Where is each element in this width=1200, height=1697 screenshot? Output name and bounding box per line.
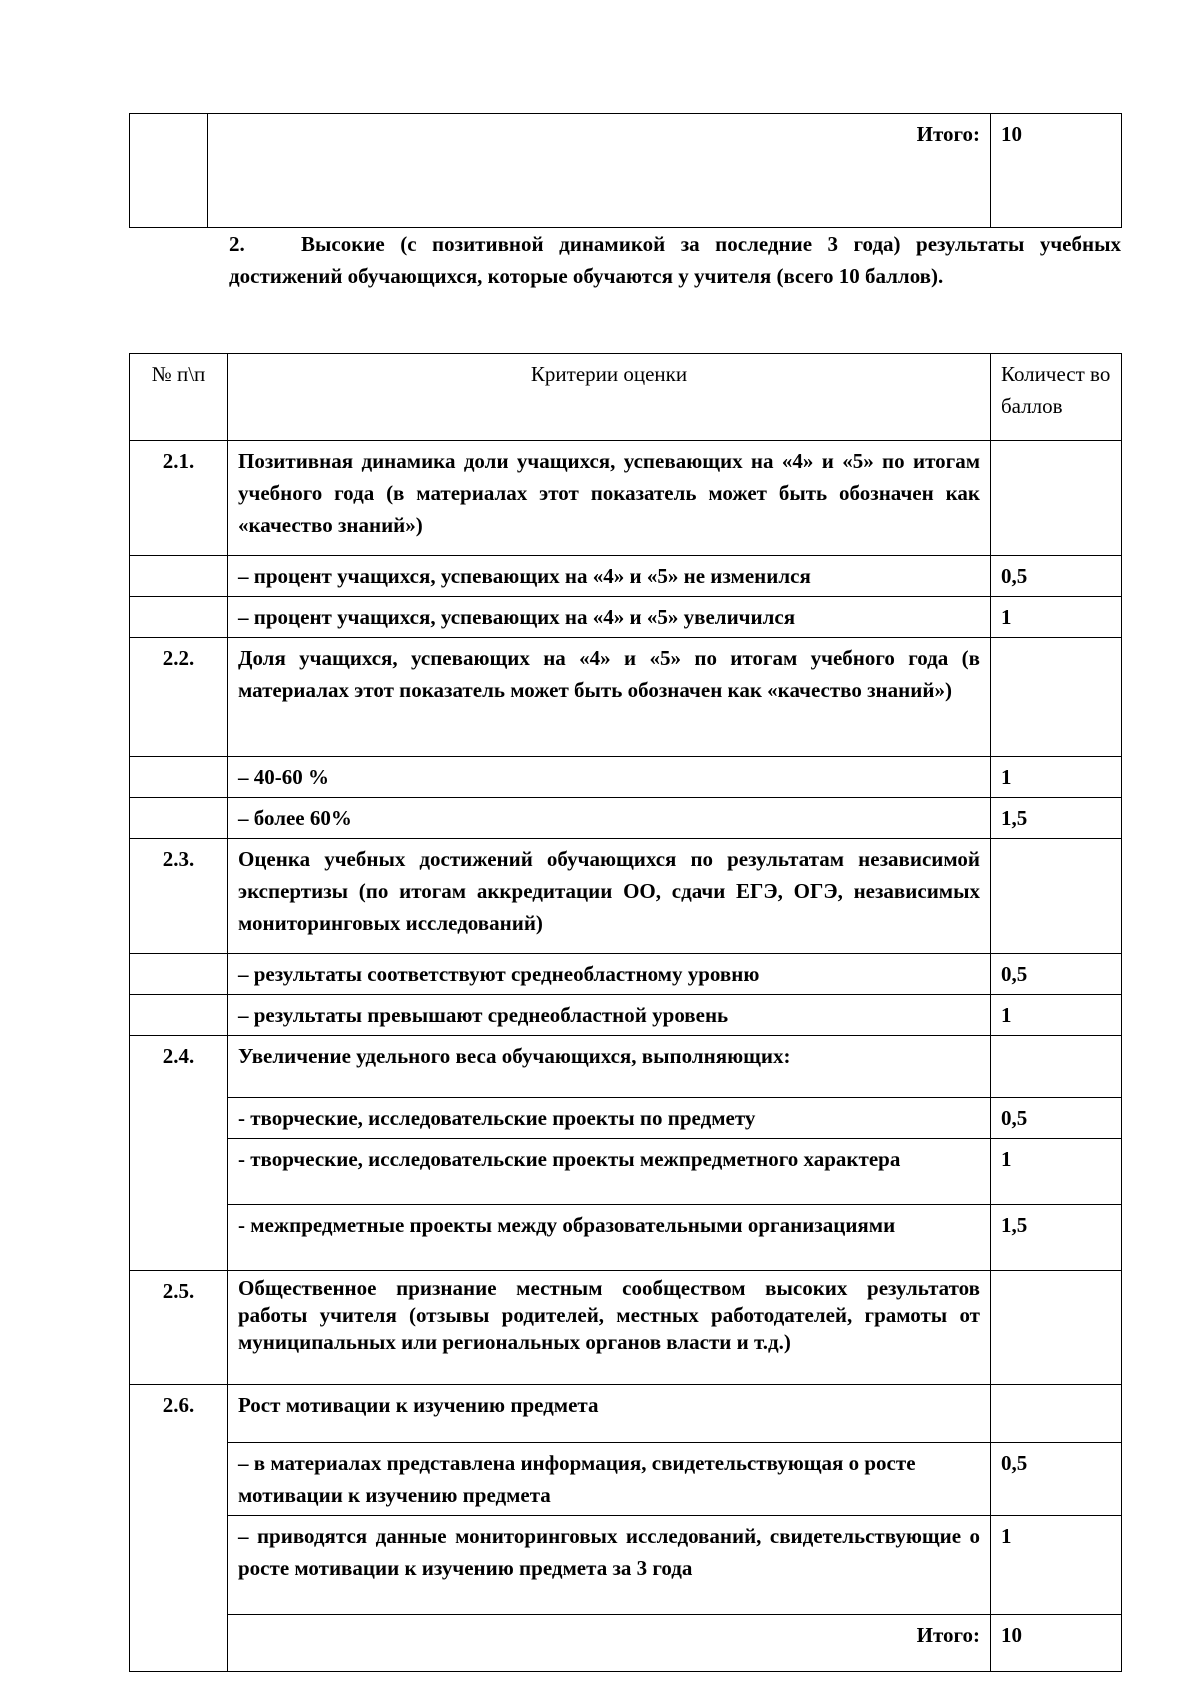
row-number xyxy=(130,757,228,798)
row-points xyxy=(991,1385,1122,1443)
table-row xyxy=(130,1271,1122,1385)
criteria-table xyxy=(129,353,1122,1672)
row-criterion: – приводятся данные мониторинговых исследований, свидетельствующие о росте мотивации к изучению предмета за 3 года xyxy=(228,1516,991,1615)
table-row xyxy=(130,1098,1122,1139)
total-label: Итого: xyxy=(228,1615,991,1672)
row-points: 1 xyxy=(991,1516,1122,1615)
section-title: Высокие (с позитивной динамикой за последние 3 года) результаты учебных достижений обучающихся, которые обучаются у учителя (всего 10 баллов). xyxy=(229,232,1121,288)
table-row xyxy=(130,757,1122,798)
row-criterion: – процент учащихся, успевающих на «4» и «5» увеличился xyxy=(228,597,991,638)
section-heading xyxy=(229,228,1121,292)
row-points: 0,5 xyxy=(991,1098,1122,1139)
total-value: 10 xyxy=(991,1615,1122,1672)
row-criterion: Увеличение удельного веса обучающихся, выполняющих: xyxy=(228,1036,991,1098)
table-row xyxy=(130,798,1122,839)
row-points: 1 xyxy=(991,757,1122,798)
row-number: 2.1. xyxy=(130,441,228,556)
row-points xyxy=(991,1036,1122,1098)
row-points: 1 xyxy=(991,597,1122,638)
row-number: 2.3. xyxy=(130,839,228,954)
row-criterion: - межпредметные проекты между образовательными организациями xyxy=(228,1205,991,1271)
row-points: 1 xyxy=(991,995,1122,1036)
table-row xyxy=(130,1205,1122,1271)
header-points: Количест во баллов xyxy=(991,354,1122,441)
row-points xyxy=(991,839,1122,954)
row-criterion: – более 60% xyxy=(228,798,991,839)
row-number xyxy=(130,995,228,1036)
row-points xyxy=(991,1271,1122,1385)
row-points: 1,5 xyxy=(991,798,1122,839)
row-number xyxy=(130,597,228,638)
row-points: 1 xyxy=(991,1139,1122,1205)
table-row xyxy=(130,995,1122,1036)
row-number: 2.4. xyxy=(130,1036,228,1271)
row-points: 0,5 xyxy=(991,954,1122,995)
total-label: Итого: xyxy=(208,114,991,228)
row-criterion: - творческие, исследовательские проекты по предмету xyxy=(228,1098,991,1139)
row-criterion: Общественное признание местным сообществом высоких результатов работы учителя (отзывы родителей, местных работодателей, грамоты от муниципальных или региональных органов власти и т.д.) xyxy=(228,1271,991,1385)
total-value: 10 xyxy=(991,114,1122,228)
table-row xyxy=(130,1036,1122,1098)
table-row xyxy=(130,441,1122,556)
row-criterion: Рост мотивации к изучению предмета xyxy=(228,1385,991,1443)
row-points: 0,5 xyxy=(991,556,1122,597)
row-number xyxy=(130,798,228,839)
header-criteria: Критерии оценки xyxy=(228,354,991,441)
empty-cell xyxy=(130,114,208,228)
row-criterion: – результаты соответствуют среднеобластному уровню xyxy=(228,954,991,995)
row-number: 2.5. xyxy=(130,1271,228,1385)
row-points: 0,5 xyxy=(991,1443,1122,1516)
total-row xyxy=(130,1615,1122,1672)
row-points: 1,5 xyxy=(991,1205,1122,1271)
table-row xyxy=(130,954,1122,995)
row-criterion: - творческие, исследовательские проекты межпредметного характера xyxy=(228,1139,991,1205)
table-row xyxy=(130,1516,1122,1615)
row-number xyxy=(130,954,228,995)
row-criterion: – в материалах представлена информация, свидетельствующая о росте мотивации к изучению предмета xyxy=(228,1443,991,1516)
table-row xyxy=(130,1385,1122,1443)
row-criterion: – результаты превышают среднеобластной уровень xyxy=(228,995,991,1036)
row-criterion: – 40-60 % xyxy=(228,757,991,798)
row-number: 2.2. xyxy=(130,638,228,757)
row-criterion: Оценка учебных достижений обучающихся по результатам независимой экспертизы (по итогам аккредитации ОО, сдачи ЕГЭ, ОГЭ, независимых мониторинговых исследований) xyxy=(228,839,991,954)
table-row xyxy=(130,1443,1122,1516)
header-num: № п\п xyxy=(130,354,228,441)
table-row xyxy=(130,839,1122,954)
table-header-row xyxy=(130,354,1122,441)
row-criterion: – процент учащихся, успевающих на «4» и «5» не изменился xyxy=(228,556,991,597)
section-number: 2. xyxy=(229,232,245,256)
row-number xyxy=(130,556,228,597)
row-points xyxy=(991,638,1122,757)
table-row xyxy=(130,597,1122,638)
previous-section-total-table xyxy=(129,113,1122,228)
row-criterion: Доля учащихся, успевающих на «4» и «5» по итогам учебного года (в материалах этот показатель может быть обозначен как «качество знаний») xyxy=(228,638,991,757)
table-row xyxy=(130,1139,1122,1205)
row-points xyxy=(991,441,1122,556)
table-row xyxy=(130,556,1122,597)
table-row xyxy=(130,638,1122,757)
row-criterion: Позитивная динамика доли учащихся, успевающих на «4» и «5» по итогам учебного года (в материалах этот показатель может быть обозначен как «качество знаний») xyxy=(228,441,991,556)
row-number: 2.6. xyxy=(130,1385,228,1672)
